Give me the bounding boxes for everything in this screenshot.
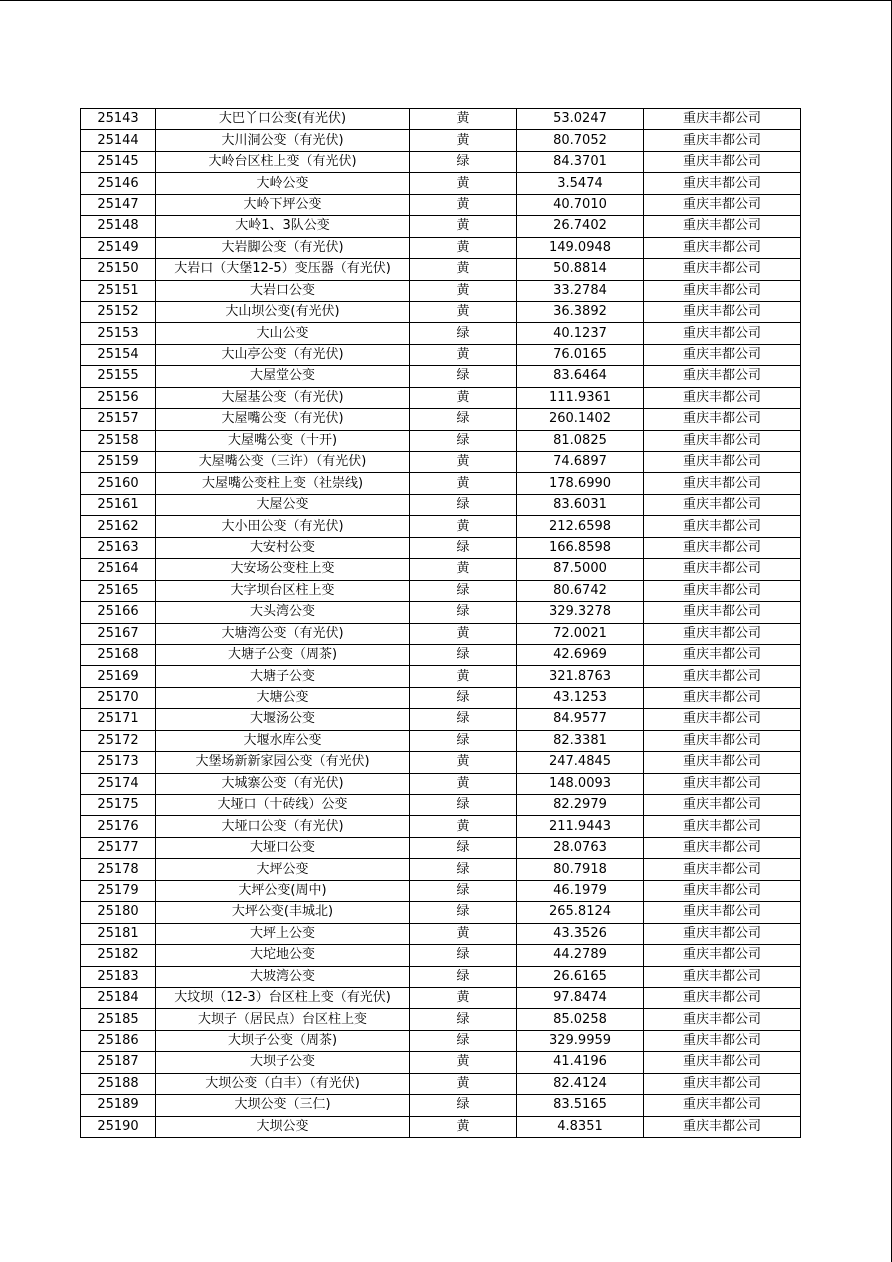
page-top-border xyxy=(0,0,892,1)
company-cell: 重庆丰都公司 xyxy=(644,280,801,301)
row-id-cell: 25179 xyxy=(81,880,156,901)
value-cell: 84.3701 xyxy=(517,151,644,172)
table-row xyxy=(81,580,801,601)
value-cell: 50.8814 xyxy=(517,259,644,280)
row-id-cell: 25172 xyxy=(81,730,156,751)
company-cell: 重庆丰都公司 xyxy=(644,216,801,237)
company-cell: 重庆丰都公司 xyxy=(644,687,801,708)
table-row xyxy=(81,1116,801,1137)
company-cell: 重庆丰都公司 xyxy=(644,602,801,623)
row-id-cell: 25178 xyxy=(81,859,156,880)
level-cell: 绿 xyxy=(410,494,517,515)
row-id-cell: 25183 xyxy=(81,966,156,987)
transformer-name-cell: 大塘子公变 xyxy=(156,666,410,687)
table-row xyxy=(81,1030,801,1051)
company-cell: 重庆丰都公司 xyxy=(644,409,801,430)
row-id-cell: 25186 xyxy=(81,1030,156,1051)
transformer-name-cell: 大小田公变（有光伏) xyxy=(156,516,410,537)
row-id-cell: 25188 xyxy=(81,1073,156,1094)
table-row xyxy=(81,173,801,194)
transformer-name-cell: 大垭口（十砖线）公变 xyxy=(156,795,410,816)
transformer-name-cell: 大川洞公变（有光伏) xyxy=(156,130,410,151)
company-cell: 重庆丰都公司 xyxy=(644,1009,801,1030)
value-cell: 80.6742 xyxy=(517,580,644,601)
table-row xyxy=(81,709,801,730)
row-id-cell: 25148 xyxy=(81,216,156,237)
company-cell: 重庆丰都公司 xyxy=(644,773,801,794)
level-cell: 绿 xyxy=(410,580,517,601)
table-row xyxy=(81,344,801,365)
table-row xyxy=(81,559,801,580)
value-cell: 265.8124 xyxy=(517,902,644,923)
level-cell: 黄 xyxy=(410,1052,517,1073)
company-cell: 重庆丰都公司 xyxy=(644,194,801,215)
row-id-cell: 25156 xyxy=(81,387,156,408)
transformer-name-cell: 大坝子公变 xyxy=(156,1052,410,1073)
transformer-name-cell: 大坨地公变 xyxy=(156,945,410,966)
level-cell: 绿 xyxy=(410,795,517,816)
company-cell: 重庆丰都公司 xyxy=(644,580,801,601)
level-cell: 黄 xyxy=(410,387,517,408)
level-cell: 黄 xyxy=(410,987,517,1008)
table-row xyxy=(81,923,801,944)
row-id-cell: 25155 xyxy=(81,366,156,387)
transformer-name-cell: 大坪公变(丰城北) xyxy=(156,902,410,923)
level-cell: 黄 xyxy=(410,301,517,322)
transformer-name-cell: 大堰水库公变 xyxy=(156,730,410,751)
company-cell: 重庆丰都公司 xyxy=(644,301,801,322)
transformer-name-cell: 大岭台区柱上变（有光伏) xyxy=(156,151,410,172)
row-id-cell: 25181 xyxy=(81,923,156,944)
value-cell: 40.1237 xyxy=(517,323,644,344)
table-row xyxy=(81,837,801,858)
transformer-name-cell: 大山亭公变（有光伏) xyxy=(156,344,410,365)
value-cell: 53.0247 xyxy=(517,109,644,130)
transformer-name-cell: 大坝公变（白丰）（有光伏) xyxy=(156,1073,410,1094)
value-cell: 41.4196 xyxy=(517,1052,644,1073)
table-row xyxy=(81,880,801,901)
company-cell: 重庆丰都公司 xyxy=(644,173,801,194)
value-cell: 76.0165 xyxy=(517,344,644,365)
level-cell: 黄 xyxy=(410,816,517,837)
level-cell: 黄 xyxy=(410,344,517,365)
transformer-name-cell: 大坝子（居民点）台区柱上变 xyxy=(156,1009,410,1030)
value-cell: 81.0825 xyxy=(517,430,644,451)
row-id-cell: 25176 xyxy=(81,816,156,837)
transformer-name-cell: 大坝公变（三仁) xyxy=(156,1095,410,1116)
transformer-name-cell: 大坪公变(周中) xyxy=(156,880,410,901)
level-cell: 绿 xyxy=(410,730,517,751)
level-cell: 黄 xyxy=(410,216,517,237)
value-cell: 148.0093 xyxy=(517,773,644,794)
level-cell: 绿 xyxy=(410,602,517,623)
transformer-name-cell: 大坟坝（12-3）台区柱上变（有光伏) xyxy=(156,987,410,1008)
company-cell: 重庆丰都公司 xyxy=(644,666,801,687)
value-cell: 43.3526 xyxy=(517,923,644,944)
table-row xyxy=(81,1073,801,1094)
row-id-cell: 25163 xyxy=(81,537,156,558)
transformer-name-cell: 大垭口公变（有光伏) xyxy=(156,816,410,837)
transformer-name-cell: 大屋嘴公变（有光伏) xyxy=(156,409,410,430)
transformer-name-cell: 大头湾公变 xyxy=(156,602,410,623)
level-cell: 绿 xyxy=(410,945,517,966)
row-id-cell: 25169 xyxy=(81,666,156,687)
level-cell: 黄 xyxy=(410,773,517,794)
table-row xyxy=(81,494,801,515)
value-cell: 40.7010 xyxy=(517,194,644,215)
level-cell: 绿 xyxy=(410,966,517,987)
company-cell: 重庆丰都公司 xyxy=(644,902,801,923)
table-row xyxy=(81,966,801,987)
value-cell: 97.8474 xyxy=(517,987,644,1008)
level-cell: 黄 xyxy=(410,623,517,644)
level-cell: 绿 xyxy=(410,537,517,558)
company-cell: 重庆丰都公司 xyxy=(644,1030,801,1051)
row-id-cell: 25160 xyxy=(81,473,156,494)
company-cell: 重庆丰都公司 xyxy=(644,537,801,558)
level-cell: 绿 xyxy=(410,1095,517,1116)
transformer-name-cell: 大坝公变 xyxy=(156,1116,410,1137)
row-id-cell: 25174 xyxy=(81,773,156,794)
company-cell: 重庆丰都公司 xyxy=(644,494,801,515)
level-cell: 绿 xyxy=(410,837,517,858)
value-cell: 43.1253 xyxy=(517,687,644,708)
value-cell: 46.1979 xyxy=(517,880,644,901)
level-cell: 黄 xyxy=(410,130,517,151)
level-cell: 绿 xyxy=(410,644,517,665)
level-cell: 黄 xyxy=(410,473,517,494)
company-cell: 重庆丰都公司 xyxy=(644,1116,801,1137)
table-row xyxy=(81,323,801,344)
company-cell: 重庆丰都公司 xyxy=(644,344,801,365)
row-id-cell: 25187 xyxy=(81,1052,156,1073)
company-cell: 重庆丰都公司 xyxy=(644,945,801,966)
row-id-cell: 25154 xyxy=(81,344,156,365)
transformer-name-cell: 大屋堂公变 xyxy=(156,366,410,387)
table-row xyxy=(81,130,801,151)
level-cell: 黄 xyxy=(410,559,517,580)
transformer-name-cell: 大坡湾公变 xyxy=(156,966,410,987)
company-cell: 重庆丰都公司 xyxy=(644,473,801,494)
table-row xyxy=(81,945,801,966)
company-cell: 重庆丰都公司 xyxy=(644,816,801,837)
row-id-cell: 25144 xyxy=(81,130,156,151)
company-cell: 重庆丰都公司 xyxy=(644,1073,801,1094)
table-row xyxy=(81,280,801,301)
table-row xyxy=(81,752,801,773)
value-cell: 72.0021 xyxy=(517,623,644,644)
value-cell: 178.6990 xyxy=(517,473,644,494)
company-cell: 重庆丰都公司 xyxy=(644,151,801,172)
value-cell: 85.0258 xyxy=(517,1009,644,1030)
level-cell: 绿 xyxy=(410,151,517,172)
row-id-cell: 25170 xyxy=(81,687,156,708)
level-cell: 黄 xyxy=(410,1073,517,1094)
company-cell: 重庆丰都公司 xyxy=(644,259,801,280)
table-row xyxy=(81,409,801,430)
company-cell: 重庆丰都公司 xyxy=(644,237,801,258)
transformer-name-cell: 大岩脚公变（有光伏) xyxy=(156,237,410,258)
level-cell: 绿 xyxy=(410,1009,517,1030)
table-row xyxy=(81,602,801,623)
value-cell: 166.8598 xyxy=(517,537,644,558)
level-cell: 绿 xyxy=(410,1030,517,1051)
value-cell: 28.0763 xyxy=(517,837,644,858)
company-cell: 重庆丰都公司 xyxy=(644,880,801,901)
table-row xyxy=(81,109,801,130)
row-id-cell: 25143 xyxy=(81,109,156,130)
company-cell: 重庆丰都公司 xyxy=(644,623,801,644)
table-row xyxy=(81,151,801,172)
level-cell: 黄 xyxy=(410,452,517,473)
level-cell: 绿 xyxy=(410,687,517,708)
row-id-cell: 25167 xyxy=(81,623,156,644)
value-cell: 26.7402 xyxy=(517,216,644,237)
company-cell: 重庆丰都公司 xyxy=(644,109,801,130)
table-row xyxy=(81,773,801,794)
value-cell: 80.7918 xyxy=(517,859,644,880)
company-cell: 重庆丰都公司 xyxy=(644,366,801,387)
value-cell: 82.2979 xyxy=(517,795,644,816)
company-cell: 重庆丰都公司 xyxy=(644,987,801,1008)
company-cell: 重庆丰都公司 xyxy=(644,559,801,580)
transformer-name-cell: 大屋嘴公变（十开) xyxy=(156,430,410,451)
row-id-cell: 25146 xyxy=(81,173,156,194)
level-cell: 绿 xyxy=(410,880,517,901)
company-cell: 重庆丰都公司 xyxy=(644,387,801,408)
table-row xyxy=(81,473,801,494)
level-cell: 黄 xyxy=(410,752,517,773)
value-cell: 42.6969 xyxy=(517,644,644,665)
value-cell: 211.9443 xyxy=(517,816,644,837)
level-cell: 黄 xyxy=(410,1116,517,1137)
row-id-cell: 25165 xyxy=(81,580,156,601)
table-row xyxy=(81,902,801,923)
level-cell: 绿 xyxy=(410,859,517,880)
company-cell: 重庆丰都公司 xyxy=(644,966,801,987)
table-row xyxy=(81,816,801,837)
company-cell: 重庆丰都公司 xyxy=(644,795,801,816)
row-id-cell: 25182 xyxy=(81,945,156,966)
value-cell: 82.3381 xyxy=(517,730,644,751)
transformer-name-cell: 大岩口（大堡12-5）变压器（有光伏) xyxy=(156,259,410,280)
row-id-cell: 25157 xyxy=(81,409,156,430)
row-id-cell: 25168 xyxy=(81,644,156,665)
row-id-cell: 25152 xyxy=(81,301,156,322)
transformer-name-cell: 大堡场新新家园公变（有光伏) xyxy=(156,752,410,773)
row-id-cell: 25150 xyxy=(81,259,156,280)
level-cell: 黄 xyxy=(410,259,517,280)
transformer-name-cell: 大屋嘴公变（三许）（有光伏) xyxy=(156,452,410,473)
table-row xyxy=(81,795,801,816)
value-cell: 4.8351 xyxy=(517,1116,644,1137)
level-cell: 绿 xyxy=(410,409,517,430)
table-body xyxy=(81,109,801,1138)
table-row xyxy=(81,194,801,215)
level-cell: 黄 xyxy=(410,237,517,258)
transformer-name-cell: 大塘子公变（周茶) xyxy=(156,644,410,665)
company-cell: 重庆丰都公司 xyxy=(644,130,801,151)
value-cell: 83.6031 xyxy=(517,494,644,515)
table-row xyxy=(81,687,801,708)
company-cell: 重庆丰都公司 xyxy=(644,1095,801,1116)
transformer-name-cell: 大屋公变 xyxy=(156,494,410,515)
row-id-cell: 25190 xyxy=(81,1116,156,1137)
table-row xyxy=(81,452,801,473)
row-id-cell: 25151 xyxy=(81,280,156,301)
table-row xyxy=(81,730,801,751)
level-cell: 黄 xyxy=(410,516,517,537)
value-cell: 149.0948 xyxy=(517,237,644,258)
row-id-cell: 25145 xyxy=(81,151,156,172)
transformer-name-cell: 大坪上公变 xyxy=(156,923,410,944)
table-row xyxy=(81,1052,801,1073)
row-id-cell: 25162 xyxy=(81,516,156,537)
row-id-cell: 25161 xyxy=(81,494,156,515)
company-cell: 重庆丰都公司 xyxy=(644,752,801,773)
value-cell: 33.2784 xyxy=(517,280,644,301)
company-cell: 重庆丰都公司 xyxy=(644,859,801,880)
value-cell: 247.4845 xyxy=(517,752,644,773)
table-row xyxy=(81,1095,801,1116)
company-cell: 重庆丰都公司 xyxy=(644,323,801,344)
level-cell: 黄 xyxy=(410,194,517,215)
level-cell: 黄 xyxy=(410,923,517,944)
value-cell: 84.9577 xyxy=(517,709,644,730)
value-cell: 36.3892 xyxy=(517,301,644,322)
table-row xyxy=(81,237,801,258)
table-row xyxy=(81,859,801,880)
transformer-name-cell: 大城寨公变（有光伏) xyxy=(156,773,410,794)
transformer-name-cell: 大安村公变 xyxy=(156,537,410,558)
table-row xyxy=(81,216,801,237)
row-id-cell: 25153 xyxy=(81,323,156,344)
transformer-name-cell: 大岭公变 xyxy=(156,173,410,194)
table-row xyxy=(81,537,801,558)
row-id-cell: 25177 xyxy=(81,837,156,858)
value-cell: 74.6897 xyxy=(517,452,644,473)
row-id-cell: 25173 xyxy=(81,752,156,773)
value-cell: 83.5165 xyxy=(517,1095,644,1116)
level-cell: 绿 xyxy=(410,323,517,344)
table-row xyxy=(81,259,801,280)
table-row xyxy=(81,387,801,408)
company-cell: 重庆丰都公司 xyxy=(644,923,801,944)
row-id-cell: 25159 xyxy=(81,452,156,473)
row-id-cell: 25185 xyxy=(81,1009,156,1030)
row-id-cell: 25164 xyxy=(81,559,156,580)
value-cell: 260.1402 xyxy=(517,409,644,430)
table-row xyxy=(81,623,801,644)
transformer-name-cell: 大屋嘴公变柱上变（社崇线) xyxy=(156,473,410,494)
level-cell: 绿 xyxy=(410,902,517,923)
transformer-name-cell: 大屋基公变（有光伏) xyxy=(156,387,410,408)
row-id-cell: 25175 xyxy=(81,795,156,816)
value-cell: 80.7052 xyxy=(517,130,644,151)
table-row xyxy=(81,666,801,687)
company-cell: 重庆丰都公司 xyxy=(644,516,801,537)
level-cell: 黄 xyxy=(410,109,517,130)
transformer-name-cell: 大垭口公变 xyxy=(156,837,410,858)
company-cell: 重庆丰都公司 xyxy=(644,730,801,751)
company-cell: 重庆丰都公司 xyxy=(644,644,801,665)
row-id-cell: 25166 xyxy=(81,602,156,623)
value-cell: 83.6464 xyxy=(517,366,644,387)
table-row xyxy=(81,1009,801,1030)
level-cell: 绿 xyxy=(410,366,517,387)
table-row xyxy=(81,301,801,322)
level-cell: 绿 xyxy=(410,430,517,451)
transformer-name-cell: 大塘湾公变（有光伏) xyxy=(156,623,410,644)
company-cell: 重庆丰都公司 xyxy=(644,709,801,730)
table-row xyxy=(81,430,801,451)
transformer-name-cell: 大巴丫口公变(有光伏) xyxy=(156,109,410,130)
transformer-name-cell: 大岭1、3队公变 xyxy=(156,216,410,237)
level-cell: 黄 xyxy=(410,280,517,301)
company-cell: 重庆丰都公司 xyxy=(644,837,801,858)
transformer-name-cell: 大岩口公变 xyxy=(156,280,410,301)
level-cell: 黄 xyxy=(410,666,517,687)
row-id-cell: 25158 xyxy=(81,430,156,451)
table-row xyxy=(81,366,801,387)
transformer-name-cell: 大山公变 xyxy=(156,323,410,344)
value-cell: 44.2789 xyxy=(517,945,644,966)
row-id-cell: 25189 xyxy=(81,1095,156,1116)
transformer-name-cell: 大山坝公变(有光伏) xyxy=(156,301,410,322)
table-row xyxy=(81,516,801,537)
value-cell: 212.6598 xyxy=(517,516,644,537)
row-id-cell: 25171 xyxy=(81,709,156,730)
transformer-table xyxy=(80,108,801,1138)
level-cell: 绿 xyxy=(410,709,517,730)
transformer-name-cell: 大堰汤公变 xyxy=(156,709,410,730)
transformer-name-cell: 大塘公变 xyxy=(156,687,410,708)
company-cell: 重庆丰都公司 xyxy=(644,430,801,451)
company-cell: 重庆丰都公司 xyxy=(644,1052,801,1073)
row-id-cell: 25147 xyxy=(81,194,156,215)
transformer-name-cell: 大字坝台区柱上变 xyxy=(156,580,410,601)
row-id-cell: 25184 xyxy=(81,987,156,1008)
transformer-name-cell: 大安场公变柱上变 xyxy=(156,559,410,580)
transformer-name-cell: 大岭下坪公变 xyxy=(156,194,410,215)
row-id-cell: 25149 xyxy=(81,237,156,258)
value-cell: 26.6165 xyxy=(517,966,644,987)
table-row xyxy=(81,644,801,665)
value-cell: 82.4124 xyxy=(517,1073,644,1094)
value-cell: 329.9959 xyxy=(517,1030,644,1051)
value-cell: 321.8763 xyxy=(517,666,644,687)
value-cell: 87.5000 xyxy=(517,559,644,580)
value-cell: 111.9361 xyxy=(517,387,644,408)
value-cell: 329.3278 xyxy=(517,602,644,623)
transformer-name-cell: 大坪公变 xyxy=(156,859,410,880)
value-cell: 3.5474 xyxy=(517,173,644,194)
transformer-name-cell: 大坝子公变（周茶) xyxy=(156,1030,410,1051)
company-cell: 重庆丰都公司 xyxy=(644,452,801,473)
row-id-cell: 25180 xyxy=(81,902,156,923)
level-cell: 黄 xyxy=(410,173,517,194)
table-row xyxy=(81,987,801,1008)
